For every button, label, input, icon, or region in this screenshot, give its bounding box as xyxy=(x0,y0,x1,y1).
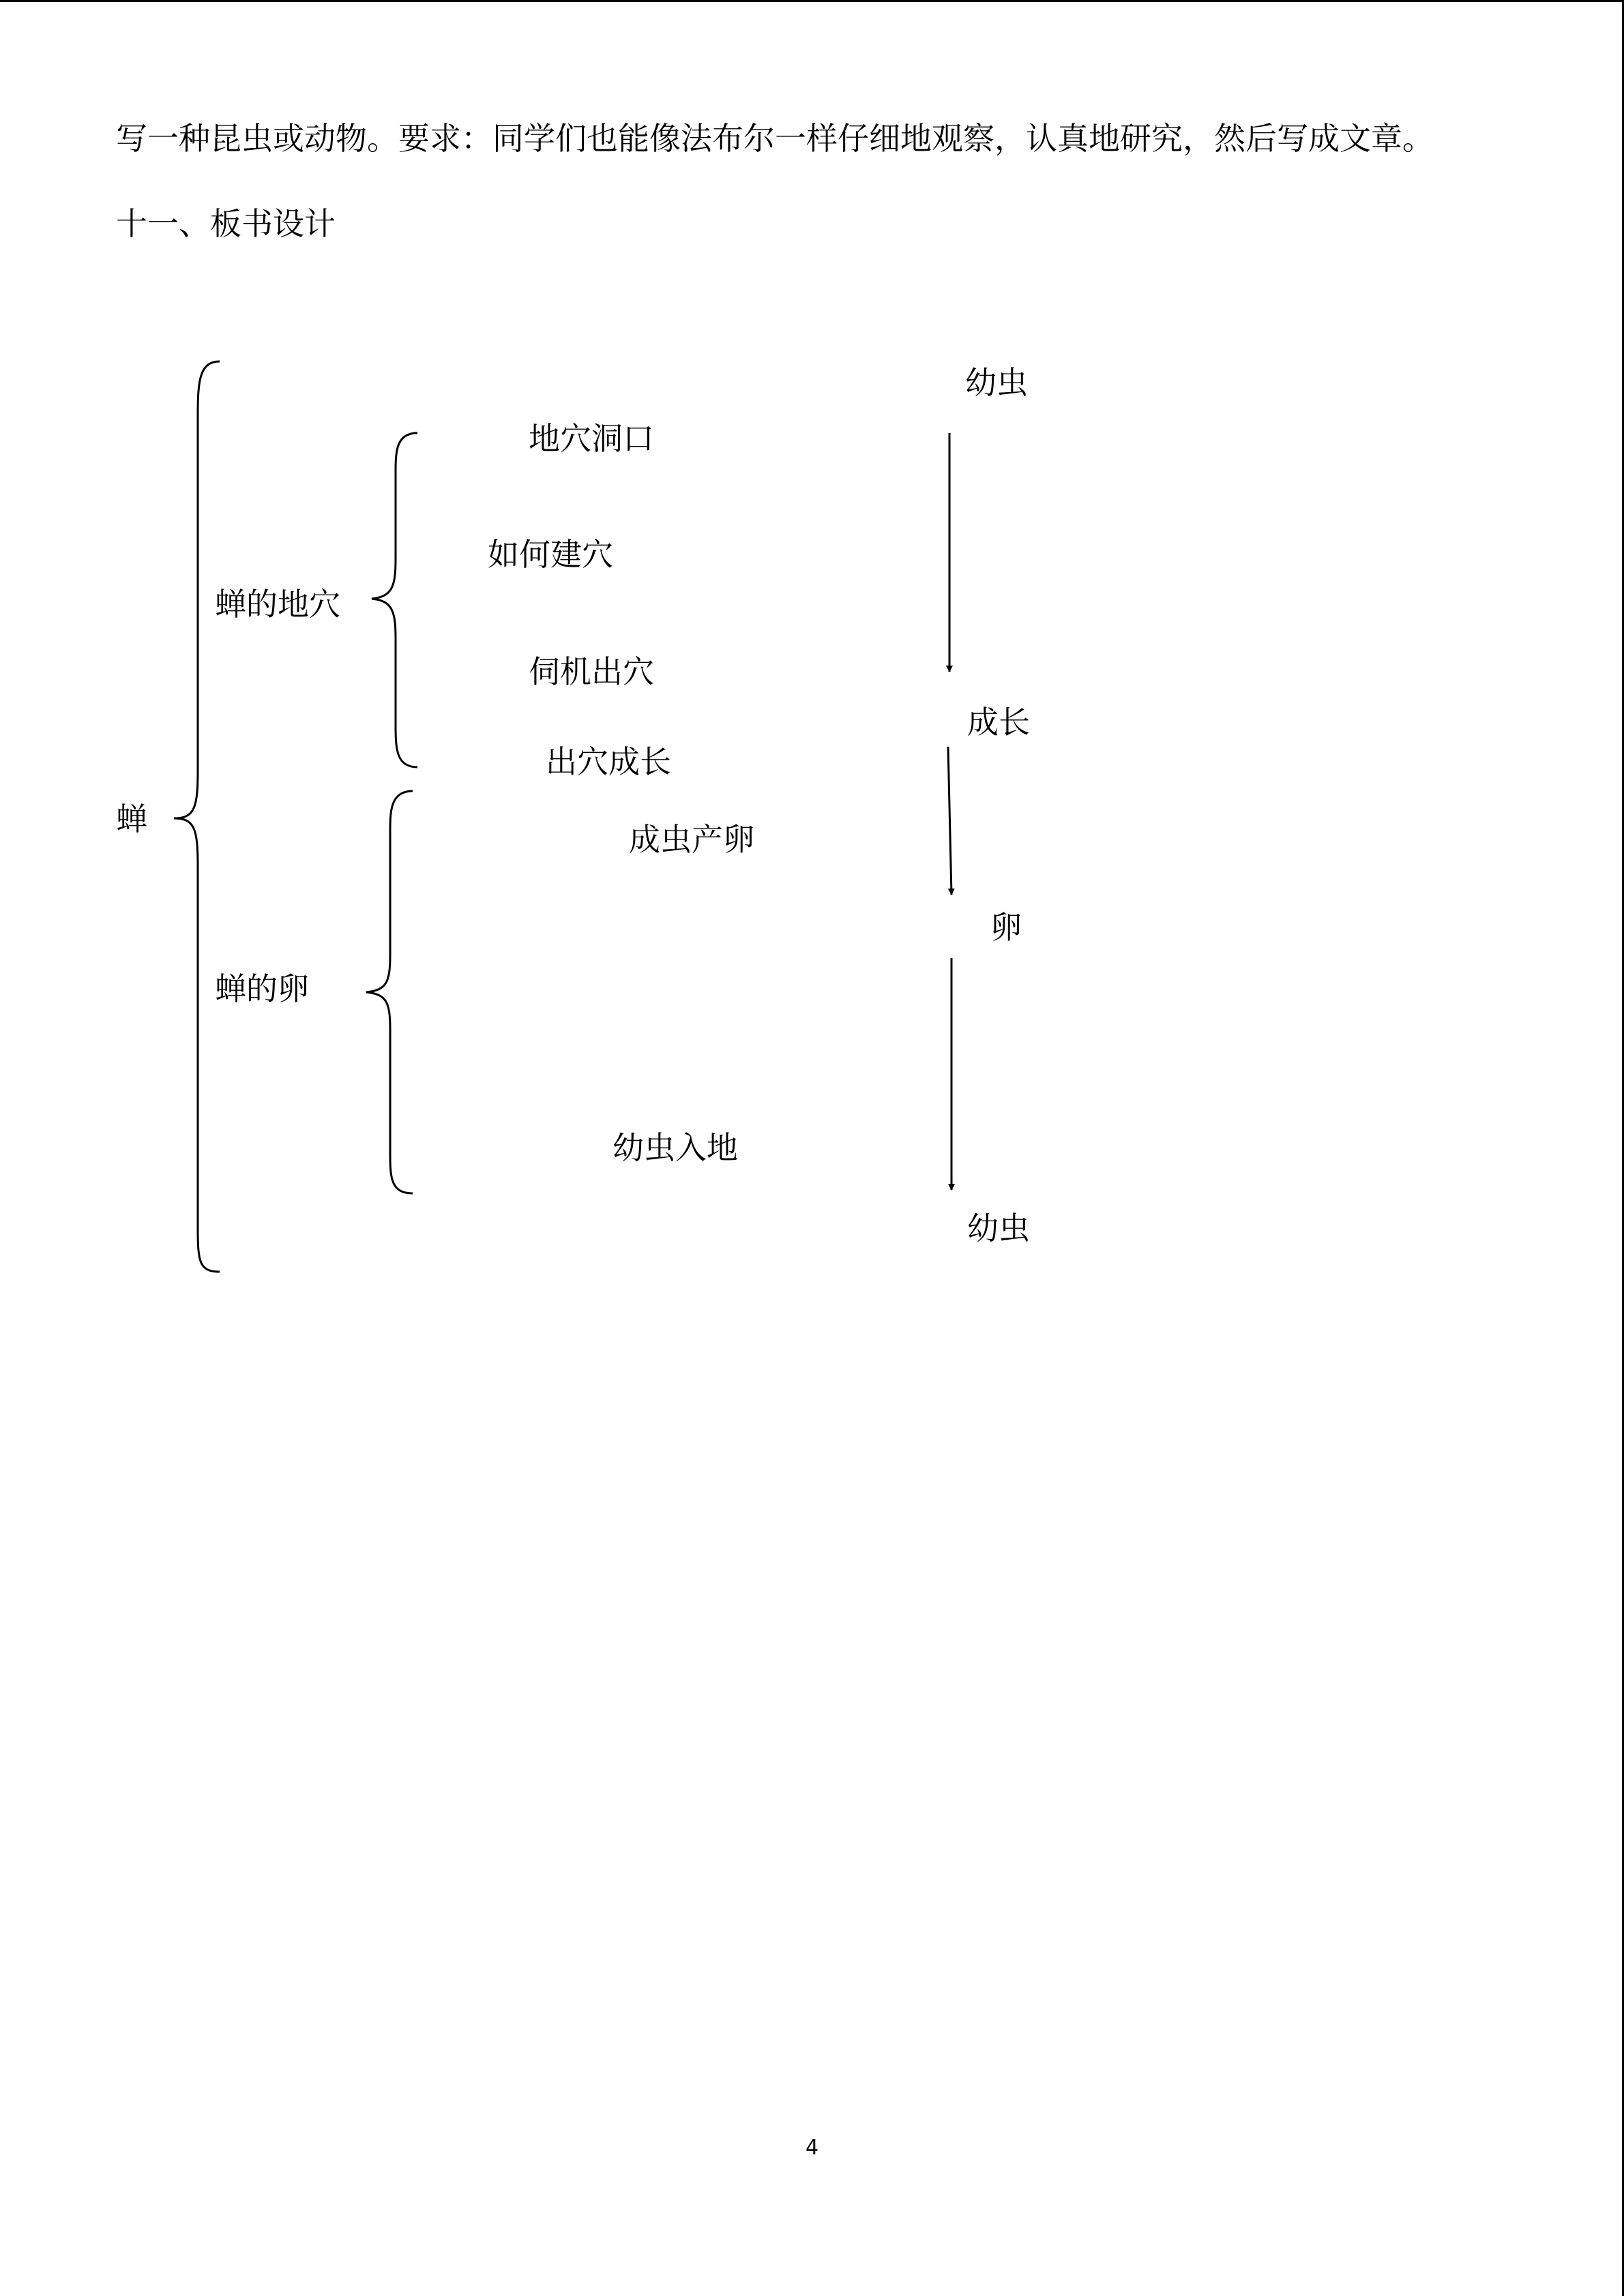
cycle-stage-egg: 卵 xyxy=(990,909,1022,946)
burrow-item-emerge: 伺机出穴 xyxy=(529,653,654,690)
burrow-brace xyxy=(372,433,417,767)
paragraph-assignment: 写一种昆虫或动物。要求：同学们也能像法布尔一样仔细地观察，认真地研究，然后写成文章。 xyxy=(116,120,1434,157)
big-left-brace xyxy=(174,361,220,1272)
cycle-stage-larva-top: 幼虫 xyxy=(965,364,1028,401)
eggs-brace xyxy=(366,791,413,1193)
root-label-cicada: 蝉 xyxy=(116,801,147,837)
branch-title-eggs: 蝉的卵 xyxy=(215,970,309,1007)
cycle-stage-growth: 成长 xyxy=(967,704,1030,741)
branch-title-burrow: 蝉的地穴 xyxy=(215,586,340,623)
eggs-item-larva-enter-ground: 幼虫入地 xyxy=(612,1129,738,1166)
cycle-stage-larva-bottom: 幼虫 xyxy=(967,1210,1030,1247)
burrow-item-grow: 出穴成长 xyxy=(546,743,671,780)
eggs-item-lay: 成虫产卵 xyxy=(629,821,754,858)
section-heading-board-design: 十一、板书设计 xyxy=(116,205,336,242)
burrow-item-build: 如何建穴 xyxy=(488,536,613,573)
burrow-item-entrance: 地穴洞口 xyxy=(529,420,654,457)
page-number: 4 xyxy=(805,2136,819,2160)
cycle-arrow-2 xyxy=(948,747,951,895)
